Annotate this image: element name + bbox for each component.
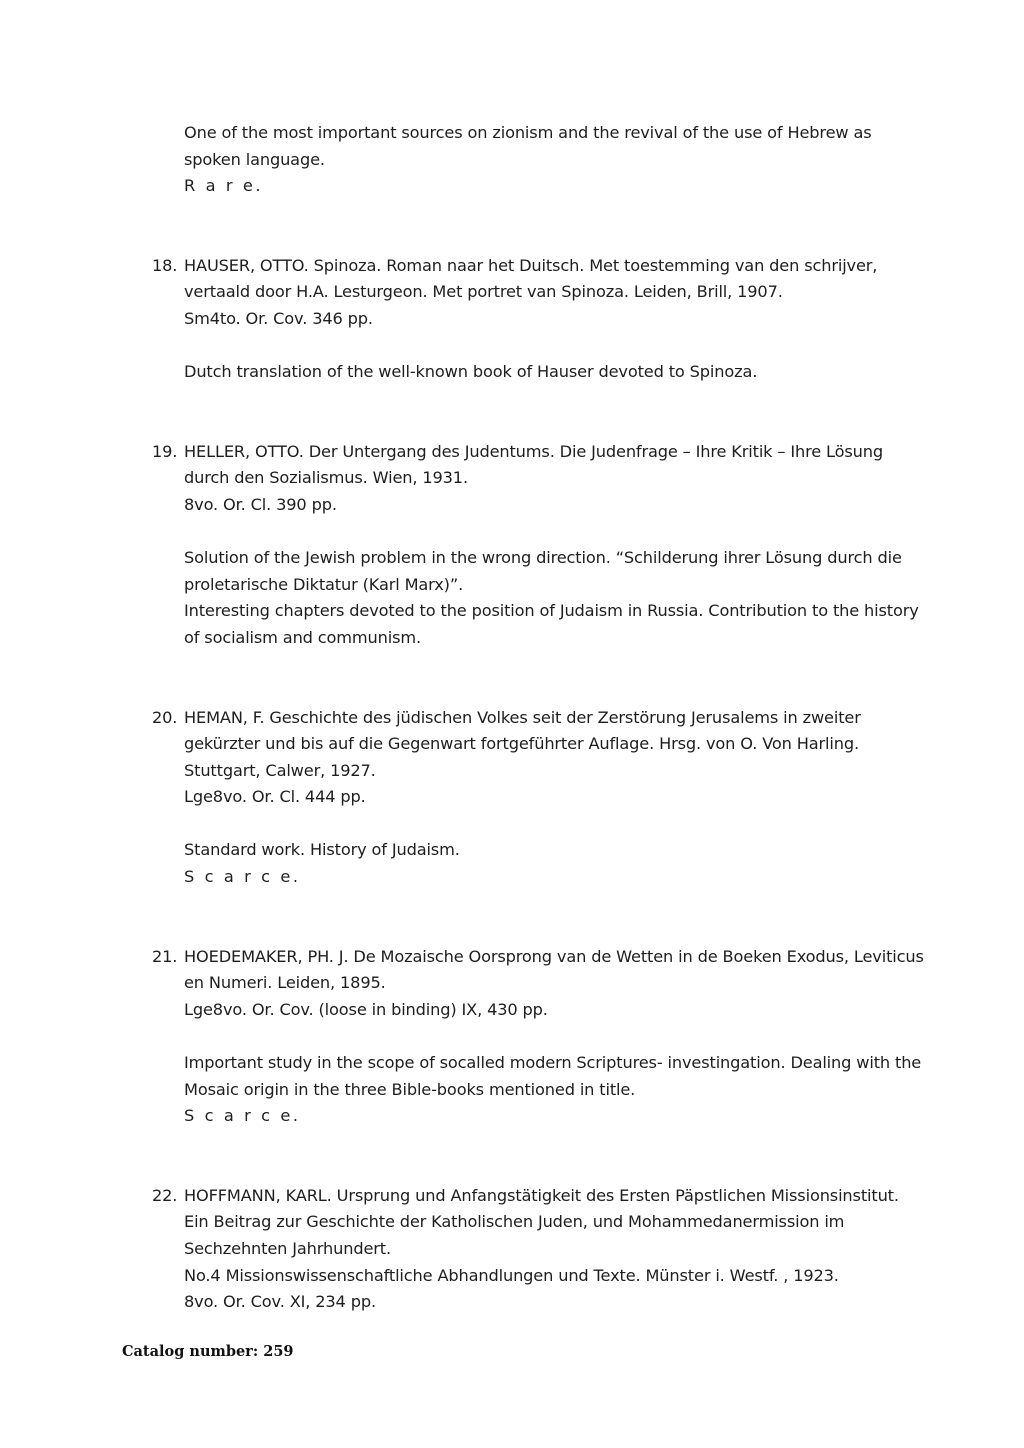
- citation-line: HOFFMANN, KARL. Ursprung und Anfangstätigkeit des Ersten Päpstlichen Missionsinstitut.: [184, 1185, 899, 1205]
- citation-line: 8vo. Or. Cov. XI, 234 pp.: [184, 1292, 376, 1312]
- rarity-note: R a r e.: [184, 176, 264, 196]
- citation-line: gekürzter und bis auf die Gegenwart fortgeführter Auflage. Hrsg. von O. Von Harling.: [184, 734, 859, 754]
- citation-line: Sechzehnten Jahrhundert.: [184, 1239, 391, 1258]
- spacer: [184, 811, 912, 838]
- entry-number: 21.: [152, 946, 178, 966]
- description-line: Mosaic origin in the three Bible-books mentioned in title.: [184, 1079, 636, 1099]
- citation-line: Stuttgart, Calwer, 1927.: [184, 760, 376, 780]
- catalog-entry: [152, 439, 919, 652]
- description-line: Important study in the scope of socalled modern Scriptures- investingation. Dealing with the: [184, 1053, 922, 1073]
- entry-number: 20.: [152, 707, 178, 727]
- rarity-note: S c a r c e.: [184, 867, 301, 887]
- description-line: Dutch translation of the well-known book of Hauser devoted to Spinoza.: [184, 362, 758, 382]
- spacer: [184, 1023, 912, 1050]
- description-line: of socialism and communism.: [184, 627, 422, 647]
- citation-line: HELLER, OTTO. Der Untergang des Judentums. Die Judenfrage – Ihre Kritik – Ihre Lösung: [184, 441, 883, 461]
- description-line: Interesting chapters devoted to the position of Judaism in Russia. Contribution to the history: [184, 601, 919, 621]
- citation-line: No.4 Missionswissenschaftliche Abhandlungen und Texte. Münster i. Westf. , 1923.: [184, 1265, 839, 1285]
- citation-line: HAUSER, OTTO. Spinoza. Roman naar het Duitsch. Met toestemming van den schrijver,: [184, 255, 878, 275]
- citation-line: HOEDEMAKER, PH. J. De Mozaische Oorsprong van de Wetten in de Boeken Exodus, Leviticus: [184, 946, 924, 966]
- catalog-entry: [152, 253, 912, 386]
- intro-continuation: [152, 120, 912, 200]
- description-line: Standard work. History of Judaism.: [184, 840, 460, 860]
- citation-line: Sm4to. Or. Cov. 346 pp.: [184, 308, 373, 328]
- citation-line: 8vo. Or. Cl. 390 pp.: [184, 494, 337, 514]
- spacer: [184, 519, 912, 546]
- entry-number: 18.: [152, 255, 178, 275]
- rarity-note: S c a r c e.: [184, 1106, 301, 1126]
- catalog-entry: [152, 944, 924, 1130]
- description-line: proletarische Diktatur (Karl Marx)”.: [184, 574, 464, 594]
- spacer: [184, 333, 912, 360]
- entry-number: 19.: [152, 441, 178, 461]
- catalog-number-footer: Catalog number: 259: [122, 1343, 294, 1360]
- citation-line: vertaald door H.A. Lesturgeon. Met portret van Spinoza. Leiden, Brill, 1907.: [184, 282, 783, 302]
- catalog-entry: [152, 1183, 912, 1316]
- citation-line: Lge8vo. Or. Cl. 444 pp.: [184, 787, 366, 807]
- citation-line: durch den Sozialismus. Wien, 1931.: [184, 468, 468, 488]
- catalog-entry: [152, 705, 912, 891]
- citation-line: en Numeri. Leiden, 1895.: [184, 973, 386, 993]
- entry-number: 22.: [152, 1185, 178, 1205]
- catalog-content: [152, 120, 924, 1316]
- intro-line: One of the most important sources on zionism and the revival of the use of Hebrew as: [184, 123, 872, 142]
- citation-line: Ein Beitrag zur Geschichte der Katholischen Juden, und Mohammedanermission im: [184, 1212, 845, 1232]
- citation-line: HEMAN, F. Geschichte des jüdischen Volkes seit der Zerstörung Jerusalems in zweiter: [184, 707, 861, 727]
- intro-line: spoken language.: [184, 149, 325, 169]
- citation-line: Lge8vo. Or. Cov. (loose in binding) IX, 430 pp.: [184, 999, 548, 1019]
- description-line: Solution of the Jewish problem in the wrong direction. “Schilderung ihrer Lösung durch die: [184, 548, 902, 568]
